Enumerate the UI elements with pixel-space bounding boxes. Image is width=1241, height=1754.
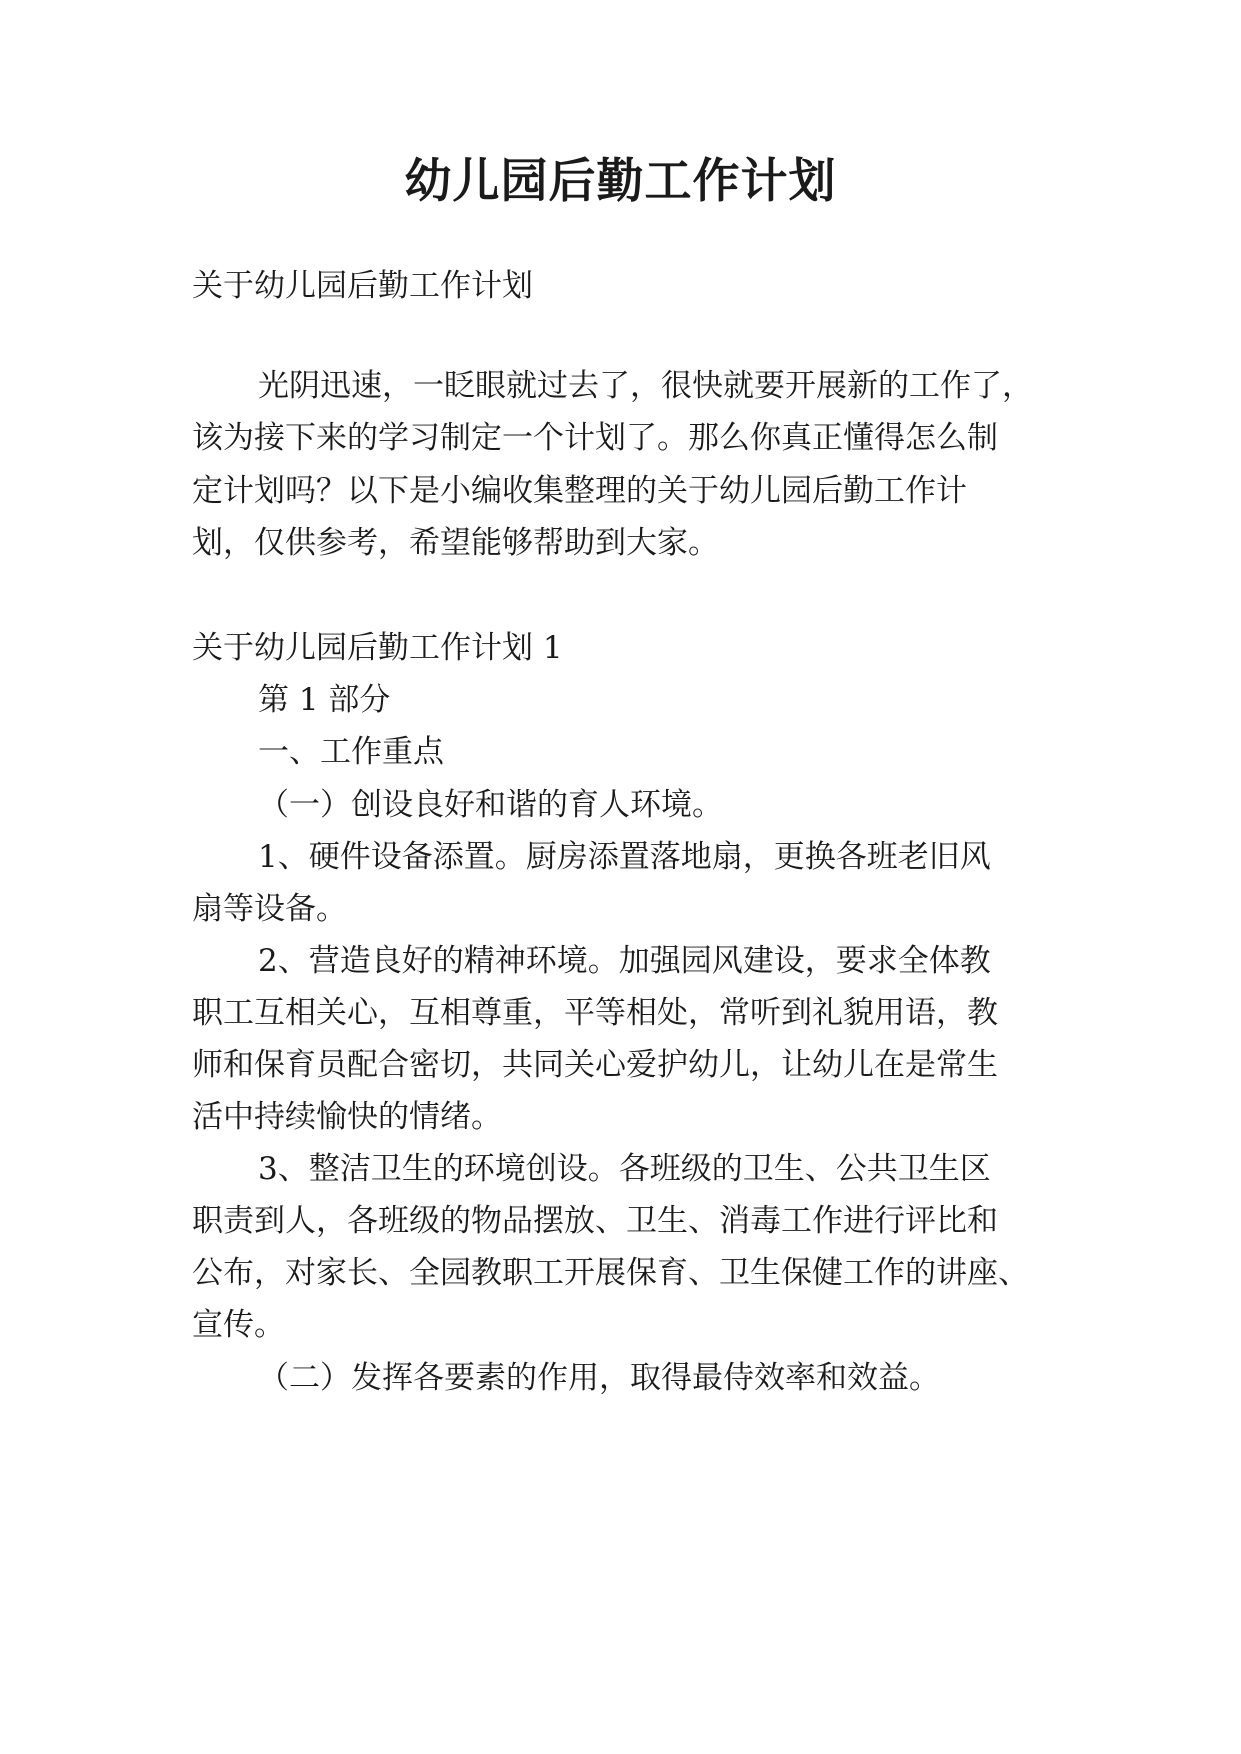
- paragraph-line: 光阴迅速，一眨眼就过去了，很快就要开展新的工作了，: [258, 368, 1033, 404]
- paragraph-line: 宣传。: [192, 1307, 285, 1343]
- paragraph-line: 师和保育员配合密切，共同关心爱护幼儿，让幼儿在是常生: [192, 1047, 998, 1083]
- part-heading: 第 1 部分: [258, 682, 391, 718]
- paragraph-line: 划，仅供参考，希望能够帮助到大家。: [192, 525, 719, 561]
- paragraph-line: 职工互相关心，互相尊重，平等相处，常听到礼貌用语，教: [192, 995, 998, 1031]
- list-heading: 一、工作重点: [258, 734, 444, 770]
- paragraph-line: 职责到人，各班级的物品摆放、卫生、消毒工作进行评比和: [192, 1203, 998, 1239]
- paragraph-line: 1、硬件设备添置。厨房添置落地扇，更换各班老旧风: [258, 839, 991, 875]
- document-title: 幼儿园后勤工作计划: [404, 154, 837, 209]
- paragraph-line: 3、整洁卫生的环境创设。各班级的卫生、公共卫生区: [258, 1151, 991, 1187]
- section-heading: 关于幼儿园后勤工作计划 1: [192, 630, 563, 666]
- paragraph-line: 扇等设备。: [192, 891, 347, 927]
- sub-heading: （一）创设良好和谐的育人环境。: [258, 787, 723, 823]
- sub-heading: （二）发挥各要素的作用，取得最侍效率和效益。: [258, 1360, 940, 1396]
- paragraph-line: 公布，对家长、全园教职工开展保育、卫生保健工作的讲座、: [192, 1255, 1029, 1291]
- paragraph-line: 活中持续愉快的情绪。: [192, 1099, 502, 1135]
- subtitle: 关于幼儿园后勤工作计划: [192, 268, 533, 304]
- paragraph-line: 2、营造良好的精神环境。加强园风建设，要求全体教: [258, 943, 991, 979]
- paragraph-line: 该为接下来的学习制定一个计划了。那么你真正懂得怎么制: [192, 420, 998, 456]
- paragraph-line: 定计划吗？以下是小编收集整理的关于幼儿园后勤工作计: [192, 473, 967, 509]
